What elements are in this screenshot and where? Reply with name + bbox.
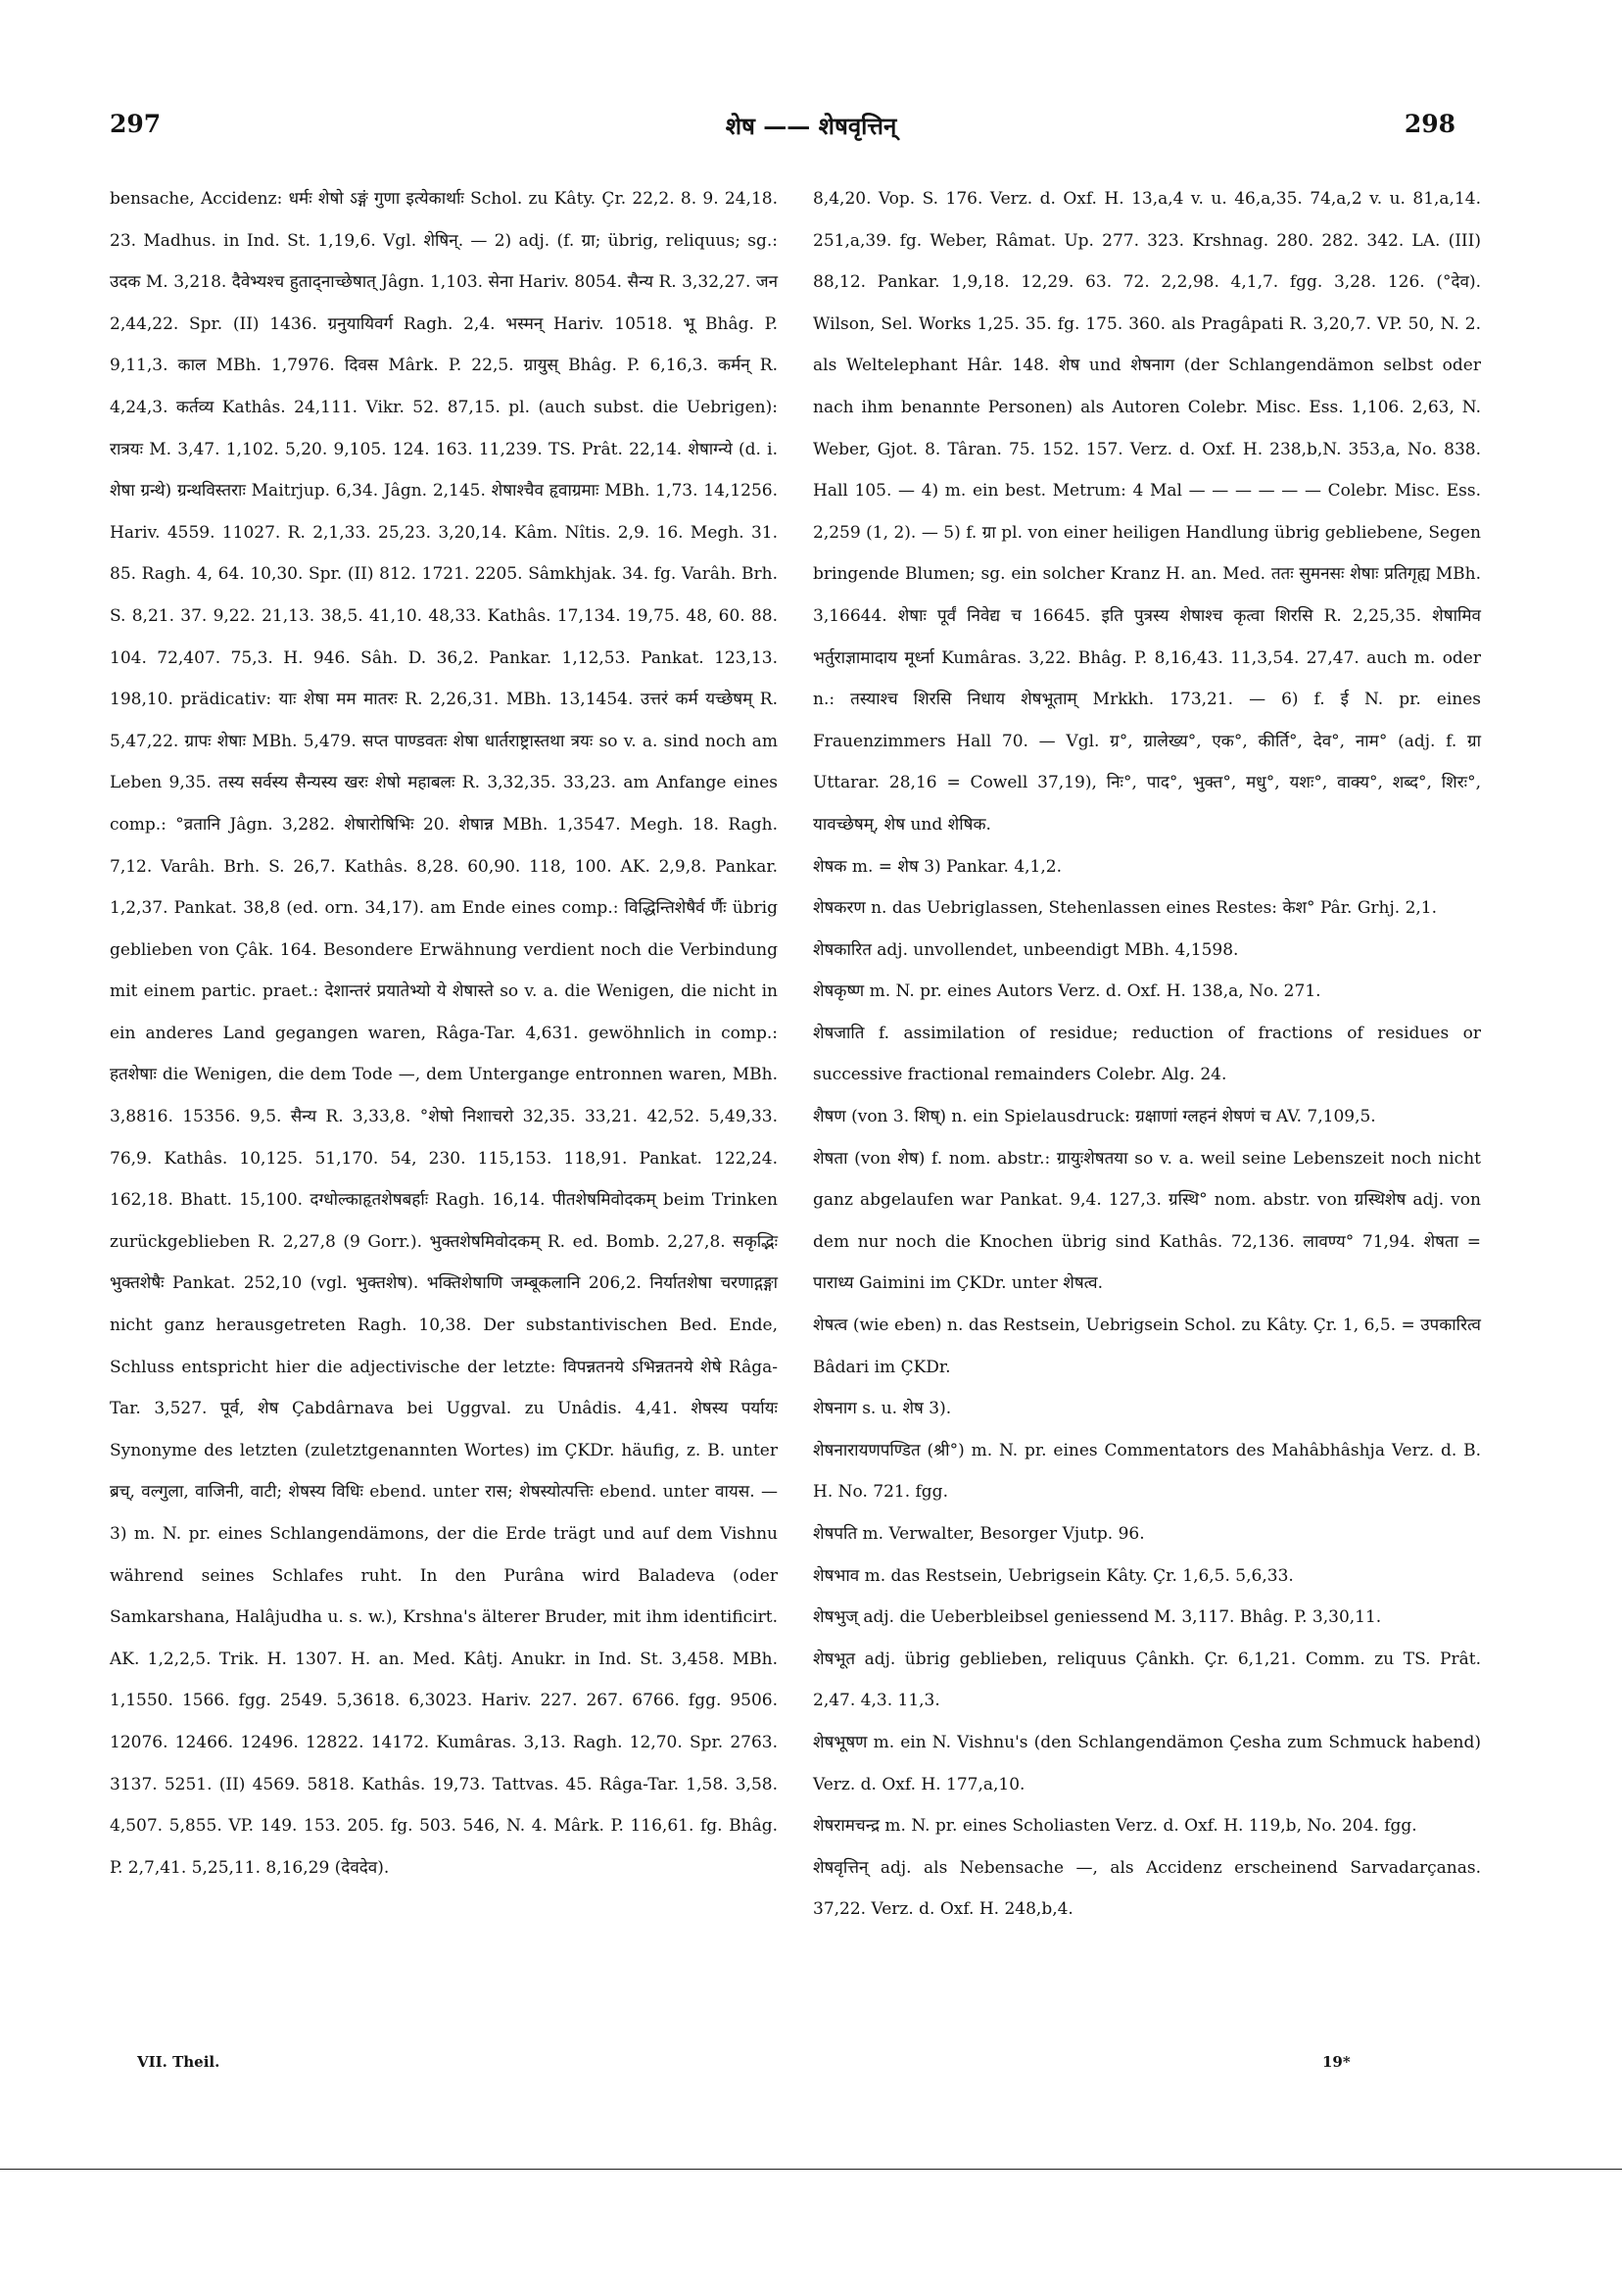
entry-sheshabhava: शेषभाव m. das Restsein, Uebrigsein Kâty. Çr. 1,6,5. 5,6,33. <box>813 1565 1294 1586</box>
entry-sheshanarayana: शेषनारायणपण्डित (श्री°) m. N. pr. eines Commentators des Mahâbhâshja Verz. d. B. H. No. 721. fgg. <box>813 1440 1481 1503</box>
entry-sheshanaga: शेषनाग s. u. शेष 3). <box>813 1399 952 1419</box>
left-column-text: bensache, Accidenz: धर्मः शेषो ऽङ्गं गुणा इत्येकार्थाः Schol. zu Kâty. Çr. 22,2. 8. 9. 24,18. 23. Madhus. in Ind. St. 1,19,6. Vgl. शेषिन्. — 2) adj. (f. ग्रा; übrig, reliquus; sg.: उदक M. 3,218. दैवेभ्यश्च हुताद्नाच्छेषात् Jâgn. 1,103. सेना Hariv. 8054. सैन्य R. 3,32,27. जन 2,44,22. Spr. (II) 1436. ग्रनुयायिवर्ग Ragh. 2,4. भस्मन् Hariv. 10518. भू Bhâg. P. 9,11,3. काल MBh. 1,7976. दिवस Mârk. P. 22,5. ग्रायुस् Bhâg. P. 6,16,3. कर्मन् R. 4,24,3. कर्तव्य Kathâs. 24,111. Vikr. 52. 87,15. pl. (auch subst. die Uebrigen): रात्रयः M. 3,47. 1,102. 5,20. 9,105. 124. 163. 11,239. TS. Prât. 22,14. शेषाग्न्ये (d. i. शेषा ग्रन्थे) ग्रन्थविस्तराः Maitrjup. 6,34. Jâgn. 2,145. शेषाश्चैव हृवाग्रमाः MBh. 1,73. 14,1256. Hariv. 4559. 11027. R. 2,1,33. 25,23. 3,20,14. Kâm. Nîtis. 2,9. 16. Megh. 31. 85. Ragh. 4, 64. 10,30. Spr. (II) 812. 1721. 2205. Sâmkhjak. 34. fg. Varâh. Brh. S. 8,21. 37. 9,22. 21,13. 38,5. 41,10. 48,33. Kathâs. 17,134. 19,75. 48, 60. 88. 104. 72,407. 75,3. H. 946. Sâh. D. 36,2. Pankar. 1,12,53. Pankat. 123,13. 198,10. prädicativ: याः शेषा मम मातरः R. 2,26,31. MBh. 13,1454. उत्तरं कर्म यच्छेषम् R. 5,47,22. ग्रापः शेषाः MBh. 5,479. सप्त पाण्डवतः शेषा धार्तराष्ट्रास्तथा त्रयः so v. a. sind noch am Leben 9,35. तस्य सर्वस्य सैन्यस्य खरः शेषो महाबलः R. 3,32,35. 33,23. am Anfange eines comp.: °व्रतानि Jâgn. 3,282. शेषारोषिभिः 20. शेषान्न MBh. 1,3547. Megh. 18. Ragh. 7,12. Varâh. Brh. S. 26,7. Kathâs. 8,28. 60,90. 118, 100. AK. 2,9,8. Pankar. 1,2,37. Pankat. 38,8 (ed. orn. 34,17). am Ende eines comp.: विद्धिन्तिशेषैर्व र्णैः übrig geblieben von Çâk. 164. Besondere Erwähnung verdient noch die Verbindung mit einem partic. praet.: देशान्तरं प्रयातेभ्यो ये शेषास्ते so v. a. die Wenigen, die nicht in ein anderes Land gegangen waren, Râga-Tar. 4,631. gewöhnlich in comp.: हतशेषाः die Wenigen, die dem Tode —, dem Untergange entronnen waren, MBh. 3,8816. 15356. 9,5. सैन्य R. 3,33,8. °शेषो निशाचरो 32,35. 33,21. 42,52. 5,49,33. 76,9. Kathâs. 10,125. 51,170. 54, 230. 115,153. 118,91. Pankat. 122,24. 162,18. Bhatt. 15,100. दग्धोल्काहृतशेषबर्हाः Ragh. 16,14. पीतशेषमिवोदकम् beim Trinken zurückgeblieben R. 2,27,8 (9 Gorr.). भुक्तशेषमिवोदकम् R. ed. Bomb. 2,27,8. सकृद्भिः भुक्तशेषैः Pankat. 252,10 (vgl. भुक्तशेष). भक्तिशेषाणि जम्बूकलानि 206,2. निर्यातशेषा चरणाद्गङ्गा nicht ganz herausgetreten Ragh. 10,38. Der substantivischen Bed. Ende, Schluss entspricht hier die adjectivische der letzte: विपन्नतनये ऽभिन्नतनये शेषे Râga-Tar. 3,527. पूर्व, शेष Çabdârnava bei Uggval. zu Unâdis. 4,41. शेषस्य पर्यायः Synonyme des letzten (zuletztgenannten Wortes) im ÇKDr. häufig, z. B. unter ब्रच्, वल्गुला, वाजिनी, वाटी; शेषस्य विधिः ebend. unter रास; शेषस्योत्पत्तिः ebend. unter वायस. — 3) m. N. pr. eines Schlangendämons, der die Erde trägt und auf dem Vishnu während seines Schlafes ruht. In den Purâna wird Baladeva (oder Samkarshana, Halâjudha u. s. w.), Krshna's älterer Bruder, mit ihm identificirt. AK. 1,2,2,5. Trik. H. 1307. H. an. Med. Kâtj. Anukr. in Ind. St. 3,458. MBh. 1,1550. 1566. fgg. 2549. 5,3618. 6,3023. Hariv. 227. 267. 6766. fgg. 9506. 12076. 12466. 12496. 12822. 14172. Kumâras. 3,13. Ragh. 12,70. Spr. 2763. 3137. 5251. (II) 4569. 5818. Kathâs. 19,73. Tattvas. 45. Râga-Tar. 1,58. 3,58. 4,507. 5,855. VP. 149. 153. 205. fg. 503. 546, N. 4. Mârk. P. 116,61. fg. Bhâg. P. 2,7,41. 5,25,11. 8,16,29 (देवदेव). <box>110 189 778 1878</box>
sheet-signature: 19* <box>1322 2053 1351 2071</box>
entry-sheshatva: शेषत्व (wie eben) n. das Restsein, Uebrigsein Schol. zu Kâty. Çr. 1, 6,5. = उपकारित्व Bâdari im ÇKDr. <box>813 1315 1481 1377</box>
entry-sheshata: शेषता (von शेष) f. nom. abstr.: ग्रायुःशेषतया so v. a. weil seine Lebenszeit noch nicht ganz abgelaufen war Pankat. 9,4. 127,3. ग्रस्थि° nom. abstr. von ग्रस्थिशेष adj. von dem nur noch die Knochen übrig sind Kathâs. 72,136. लावण्य° 71,94. शेषता = पाराध्य Gaimini im ÇKDr. unter शेषत्व. <box>813 1148 1481 1294</box>
entry-sheshana: शैषण (von 3. शिष्) n. ein Spielausdruck: ग्रक्षाणां ग्लहनं शेषणं च AV. 7,109,5. <box>813 1107 1376 1127</box>
left-column <box>110 178 778 1889</box>
left-page-number: 297 <box>110 110 162 138</box>
entry-sheshramachandra: शेषरामचन्द्र m. N. pr. eines Scholiasten Verz. d. Oxf. H. 119,b, No. 204. fgg. <box>813 1816 1417 1837</box>
entry-sheshakarana: शेषकरण n. das Uebriglassen, Stehenlassen eines Restes: केश° Pâr. Grhj. 2,1. <box>813 898 1438 919</box>
entry-sheshapati: शेषपति m. Verwalter, Besorger Vjutp. 96. <box>813 1524 1145 1544</box>
bottom-rule <box>0 2169 1622 2170</box>
entry-sheshakarita: शेषकारित adj. unvollendet, unbeendigt MBh. 4,1598. <box>813 939 1239 960</box>
entry-sheshajati: शेषजाति f. assimilation of residue; reduction of fractions of residues or successive fractional remainders Colebr. Alg. 24. <box>813 1023 1481 1085</box>
entry-sheshabhushana: शेषभूषण m. ein N. Vishnu's (den Schlangendämon Çesha zum Schmuck habend) Verz. d. Oxf. H. 177,a,10. <box>813 1732 1481 1794</box>
right-column <box>813 178 1481 1931</box>
entry-sheshabhuj: शेषभुज् adj. die Ueberbleibsel geniessend M. 3,117. Bhâg. P. 3,30,11. <box>813 1607 1382 1628</box>
volume-signature: VII. Theil. <box>137 2053 220 2071</box>
entry-sheshavrittin: शेषवृत्तिन् adj. als Nebensache —, als Accidenz erscheinend Sarvadarçanas. 37,22. Verz. d. Oxf. H. 248,b,4. <box>813 1857 1481 1920</box>
entry-sheshaka: शेषक m. = शेष 3) Pankar. 4,1,2. <box>813 856 1062 877</box>
entry-sheshakrishna: शेषकृष्ण m. N. pr. eines Autors Verz. d. Oxf. H. 138,a, No. 271. <box>813 981 1321 1002</box>
right-page-number: 298 <box>1404 110 1455 138</box>
entry-sheshabhuta: शेषभूत adj. übrig geblieben, reliquus Çânkh. Çr. 6,1,21. Comm. zu TS. Prât. 2,47. 4,3. 11,3. <box>813 1649 1481 1711</box>
right-continuation-text: 8,4,20. Vop. S. 176. Verz. d. Oxf. H. 13,a,4 v. u. 46,a,35. 74,a,2 v. u. 81,a,14. 251,a,39. fg. Weber, Râmat. Up. 277. 323. Krshnag. 280. 282. 342. LA. (III) 88,12. Pankar. 1,9,18. 12,29. 63. 72. 2,2,98. 4,1,7. fgg. 3,28. 126. (°देव). Wilson, Sel. Works 1,25. 35. fg. 175. 360. als Pragâpati R. 3,20,7. VP. 50, N. 2. als Weltelephant Hâr. 148. शेष und शेषनाग (der Schlangendämon selbst oder nach ihm benannte Personen) als Autoren Colebr. Misc. Ess. 1,106. 2,63, N. Weber, Gjot. 8. Târan. 75. 152. 157. Verz. d. Oxf. H. 238,b,N. 353,a, No. 838. Hall 105. — 4) m. ein best. Metrum: 4 Mal — — — — — — Colebr. Misc. Ess. 2,259 (1, 2). — 5) f. ग्रा pl. von einer heiligen Handlung übrig gebliebene, Segen bringende Blumen; sg. ein solcher Kranz H. an. Med. ततः सुमनसः शेषाः प्रतिगृह्य MBh. 3,16644. शेषाः पूर्वं निवेद्य च 16645. इति पुत्रस्य शेषाश्च कृत्वा शिरसि R. 2,25,35. शेषामिव भर्तुराज्ञामादाय मूर्ध्ना Kumâras. 3,22. Bhâg. P. 8,16,43. 11,3,54. 27,47. auch m. oder n.: तस्याश्च शिरसि निधाय शेषभूताम् Mrkkh. 173,21. — 6) f. ई N. pr. eines Frauenzimmers Hall 70. — Vgl. ग्र°, ग्रालेख्य°, एक°, कीर्ति°, देव°, नाम° (adj. f. ग्रा Uttarar. 28,16 = Cowell 37,19), निः°, पाद°, भुक्त°, मधु°, यशः°, वाक्य°, शब्द°, शिरः°, यावच्छेषम्, शेष und शेषिक. <box>813 189 1481 835</box>
running-head: शेष —— शेषवृत्तिन् <box>725 112 897 140</box>
